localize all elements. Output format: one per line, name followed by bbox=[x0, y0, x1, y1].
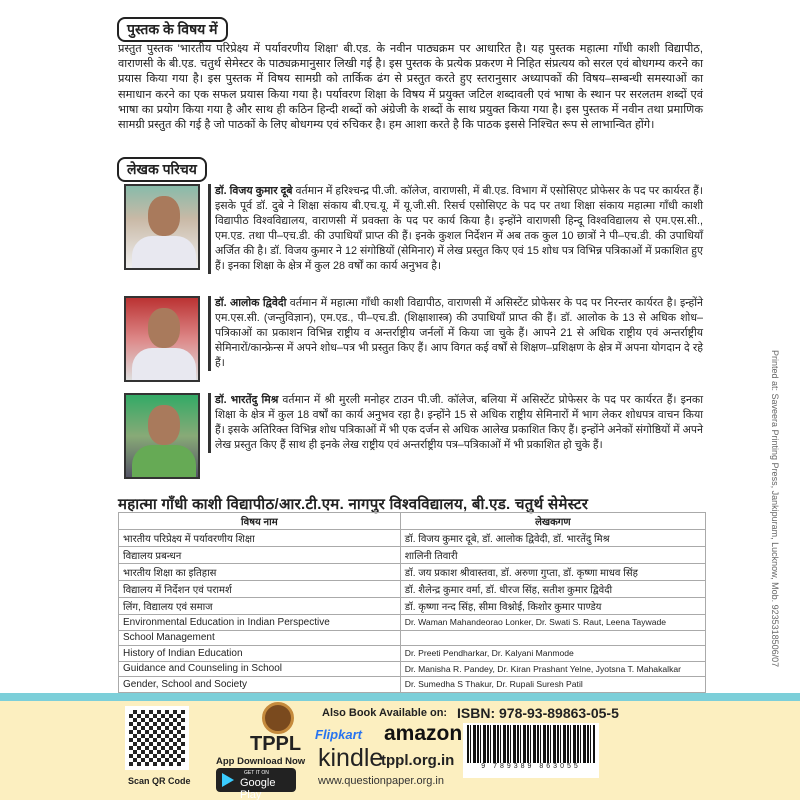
row-authors: डॉ. विजय कुमार दूबे, डॉ. आलोक द्विवेदी, डॉ. भारतेंदु मिश्र bbox=[400, 530, 705, 547]
row-subject: विद्यालय प्रबन्धन bbox=[119, 547, 401, 564]
row-authors: Dr. Preeti Pendharkar, Dr. Kalyani Manmode bbox=[400, 646, 705, 662]
author-3 bbox=[118, 393, 703, 485]
row-authors: Dr. Waman Mahandeorao Lonker, Dr. Swati S. Raut, Leena Taywade bbox=[400, 615, 705, 631]
row-authors: शालिनी तिवारी bbox=[400, 547, 705, 564]
flipkart-logo[interactable]: Flipkart bbox=[315, 727, 362, 742]
author-1 bbox=[118, 184, 703, 276]
table-row bbox=[119, 530, 706, 547]
row-authors: डॉ. शैलेन्द्र कुमार वर्मा, डॉ. धीरज सिंह, सतीश कुमार द्विवेदी bbox=[400, 581, 705, 598]
table-row bbox=[119, 677, 706, 693]
row-subject: Gender, School and Society bbox=[119, 677, 401, 693]
site-link[interactable]: tppl.org.in bbox=[381, 752, 455, 769]
author-bio: वर्तमान में महात्मा गाँधी काशी विद्यापीठ, वाराणसी में असिस्टेंट प्रोफेसर के पद पर निरन्तर कार्यरत है। इन्होंने एम.एस.सी. (जन्तुविज्ञान), एम.एड., पी–एच.डी. (शिक्षाशास्त्र) की उपाधियाँ प्राप्त की हैं। डॉ. आलोक के 13 से अधिक शोध–पत्रिकाओं का प्रकाशन विभिन्न राष्ट्रीय व अन्तर्राष्ट्रीय जर्नलों में किया जा चुके हैं। आपने 21 से अधिक राष्ट्रीय एवं अन्तर्राष्ट्रीय सेमिनारों/कान्फ्रेन्स में अपने शोध–पत्र भी प्रस्तुत किए हैं। आप विगत कई वर्षों से शिक्षण–प्रशिक्षण के क्षेत्र में अपना योगदान दे रहे हैं। bbox=[215, 297, 703, 369]
row-authors bbox=[400, 630, 705, 646]
printer-info: Printed at: Saveera Printing Press, Jankipuram, Lucknow, Mob. 9235318506/07 bbox=[770, 350, 780, 668]
authors-heading: लेखक परिचय bbox=[117, 157, 207, 182]
header-subject: विषय नाम bbox=[119, 513, 401, 530]
url-link[interactable]: www.questionpaper.org.in bbox=[318, 775, 444, 787]
gplay-get: GET IT ON bbox=[244, 770, 269, 776]
row-subject: भारतीय परिप्रेक्ष्य में पर्यावरणीय शिक्षा bbox=[119, 530, 401, 547]
books-table bbox=[118, 512, 706, 693]
table-row bbox=[119, 564, 706, 581]
series-title: महात्मा गाँधी काशी विद्यापीठ/आर.टी.एम. नागपुर विश्वविद्यालय, बी.एड. चतुर्थ सेमेस्टर bbox=[118, 496, 589, 513]
author-photo bbox=[124, 393, 200, 479]
row-authors: डॉ. कृष्णा नन्द सिंह, सीमा विश्नोई, किशोर कुमार पाण्डेय bbox=[400, 598, 705, 615]
row-authors: Dr. Manisha R. Pandey, Dr. Kiran Prashant Yelne, Jyotsna T. Mahakalkar bbox=[400, 661, 705, 677]
row-subject: Environmental Education in Indian Perspective bbox=[119, 615, 401, 631]
author-bio: वर्तमान में श्री मुरली मनोहर टाउन पी.जी. कॉलेज, बलिया में असिस्टेंट प्रोफेसर के पद पर कार्यरत हैं। इनका शिक्षा के क्षेत्र में कुल 18 वर्षों का कार्य अनुभव रहा है। इन्होंने 15 से अधिक राष्ट्रीय सेमिनारों में भाग लेकर शोधपत्र वाचन किया हैं। इसके अतिरिक्त विभिन्न शोध पत्रिकाओं में भी एक दर्जन से अधिक आलेख प्रकाशित किए हैं। इन्होंने अनेकों संगोष्ठियों में अपने लेख प्रस्तुत किए हैं साथ ही इनके लेख राष्ट्रीय एवं अन्तर्राष्ट्रीय पत्र–पत्रिकाओं में भी प्रकाशित हो चुके हैं। bbox=[215, 394, 703, 451]
barcode bbox=[463, 723, 599, 778]
divider bbox=[0, 693, 800, 701]
author-name: डॉ. आलोक द्विवेदी bbox=[215, 297, 287, 309]
qr-code[interactable] bbox=[125, 706, 189, 770]
play-icon bbox=[222, 773, 234, 787]
header-authors: लेखकगण bbox=[400, 513, 705, 530]
table-row bbox=[119, 630, 706, 646]
also-available: Also Book Available on: bbox=[322, 707, 448, 719]
author-photo bbox=[124, 296, 200, 382]
author-photo bbox=[124, 184, 200, 270]
row-subject: School Management bbox=[119, 630, 401, 646]
scan-label: Scan QR Code bbox=[128, 776, 191, 786]
row-subject: History of Indian Education bbox=[119, 646, 401, 662]
table-row bbox=[119, 615, 706, 631]
author-2 bbox=[118, 296, 703, 388]
row-subject: लिंग, विद्यालय एवं समाज bbox=[119, 598, 401, 615]
isbn: ISBN: 978-93-89863-05-5 bbox=[457, 705, 619, 721]
brand: TPPL bbox=[250, 733, 302, 755]
amazon-logo[interactable]: amazon bbox=[384, 722, 463, 745]
row-authors: डॉ. जय प्रकाश श्रीवास्तवा, डॉ. अरुणा गुप्ता, डॉ. कृष्णा माधव सिंह bbox=[400, 564, 705, 581]
about-heading: पुस्तक के विषय में bbox=[117, 17, 228, 42]
row-subject: विद्यालय में निर्देशन एवं परामर्श bbox=[119, 581, 401, 598]
author-name: डॉ. भारतेंदु मिश्र bbox=[215, 394, 279, 406]
author-bio: वर्तमान में हरिश्चन्द्र पी.जी. कॉलेज, वाराणसी, में बी.एड. विभाग में एसोसिएट प्रोफेसर के पद पर कार्यरत हैं। इसके पूर्व डॉ. दुबे ने शिक्षा संकाय बी.एच.यू. में यू.जी.सी. रिसर्च एसोसिएट के पद पर तथा शिक्षा संकाय महात्मा गाँधी काशी विद्यापीठ विश्वविद्यालय, वाराणसी में प्रवक्ता के पद पर कार्य किया है। इन्होंने वाराणसी हिन्दू विश्वविद्यालय से एम.एस.सी., एम.एड. तथा पी–एच.डी. की उपाधियाँ प्राप्त की हैं। इनके कुशल निर्देशन में अब तक कुल 10 छात्रों ने पी–एच.डी. की उपाधियाँ अर्जित की है। डॉ. विजय कुमार ने 12 संगोष्ठियों (सेमिनार) में लेख प्रस्तुत किए एवं 15 शोध पत्र विभिन्न पत्रिकाओं में प्रकाशित हुए हैं। इनका शिक्षा के क्षेत्र में कुल 28 वर्षों का कार्य अनुभव है। bbox=[215, 185, 703, 272]
about-text: प्रस्तुत पुस्तक 'भारतीय परिप्रेक्ष्य में पर्यावरणीय शिक्षा' बी.एड. के नवीन पाठ्यक्रम पर आधारित है। यह पुस्तक महात्मा गाँधी काशी विद्यापीठ, वाराणसी के बी.एड. चतुर्थ सेमेस्टर के पाठ्यक्रमानुसार लिखी गई है। इस पुस्तक के प्रत्येक प्रकरण मे निहित संप्रत्यय को सरल एवं बोधगम्य करने का प्रयास किया गया है। इस पुस्तक में विषय सामग्री को तार्किक ढंग से प्रस्तुत करते हुए स्तरानुसार अध्यापकों की विषय–सम्बन्धी समस्याओं का समाधान करने का एक सफल प्रयास किया गया है। पर्यावरण शिक्षा के विषय में प्रयुक्त जटिल शब्दावली एवं भाषा के स्थान पर सरलतम शब्दों एवं भाषा का प्रयोग किया गया है और साथ ही कठिन हिन्दी शब्दों को अंग्रेजी के शब्दों के साथ प्रयुक्त किया गया है। इस पुस्तक में नवीन तथा प्रमाणिक सामग्री प्रस्तुत की गई है जो पाठकों के लिए बोधगम्य एवं रुचिकर है। हम आशा करते है कि पाठक इससे निश्चित रूप से लाभान्वित होंगे। bbox=[118, 43, 703, 132]
row-subject: Guidance and Counseling in School bbox=[119, 661, 401, 677]
table-row bbox=[119, 598, 706, 615]
google-play-button[interactable] bbox=[216, 768, 296, 801]
barcode-number: 9 789389 863055 bbox=[481, 763, 581, 770]
author-name: डॉ. विजय कुमार दूबे bbox=[215, 185, 293, 197]
tppl-logo-icon bbox=[262, 702, 294, 734]
kindle-logo[interactable]: kindle bbox=[318, 744, 384, 772]
row-subject: भारतीय शिक्षा का इतिहास bbox=[119, 564, 401, 581]
table-row bbox=[119, 646, 706, 662]
table-row bbox=[119, 547, 706, 564]
table-row bbox=[119, 581, 706, 598]
app-download: App Download Now bbox=[216, 756, 306, 767]
gplay-label: Google Play bbox=[240, 777, 276, 801]
row-authors: Dr. Sumedha S Thakur, Dr. Rupali Suresh Patil bbox=[400, 677, 705, 693]
table-row bbox=[119, 661, 706, 677]
